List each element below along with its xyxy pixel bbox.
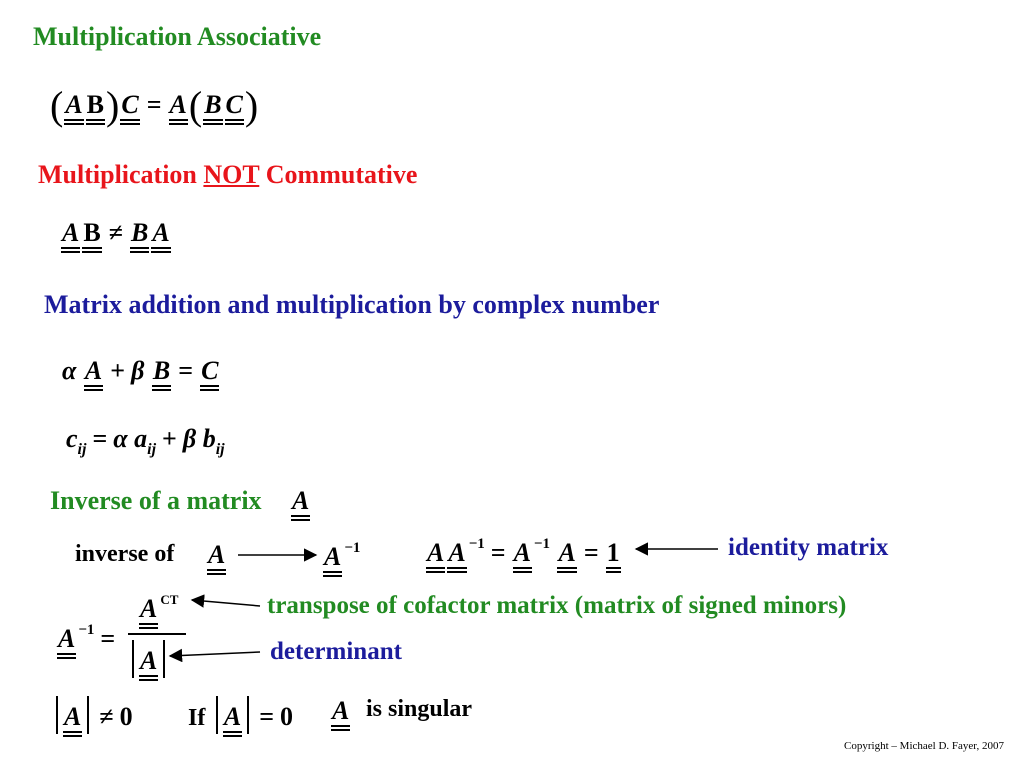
matrix-A: A — [427, 538, 445, 567]
label-determinant: determinant — [270, 638, 402, 665]
right-paren: ) — [106, 83, 120, 128]
superscript-ct: CT — [160, 592, 179, 607]
matrix-A: A — [65, 90, 83, 119]
element-c: c — [66, 424, 78, 453]
element-a: a — [134, 424, 148, 453]
matrix-B: B — [130, 218, 149, 247]
copyright-text: Copyright – Michael D. Fayer, 2007 — [844, 740, 1004, 752]
matrix-A: A — [64, 702, 82, 731]
zero: 0 — [280, 702, 294, 731]
heading-not-commutative-post: Commutative — [259, 160, 418, 189]
subscript-ij: ij — [215, 441, 225, 458]
identity-matrix-1: 1 — [606, 538, 620, 567]
zero: 0 — [119, 702, 133, 731]
subscript-ij: ij — [77, 441, 87, 458]
arrow-transpose — [192, 600, 260, 606]
alpha-symbol: α — [113, 424, 128, 453]
matrix-C: C — [121, 90, 139, 119]
label-transpose-cofactor: transpose of cofactor matrix (matrix of signed minors) — [267, 592, 847, 619]
not-equal-sign: ≠ — [108, 218, 123, 247]
superscript-minus-one: −1 — [78, 622, 95, 638]
matrix-A: A — [558, 538, 576, 567]
superscript-minus-one: −1 — [468, 536, 485, 552]
matrix-A: A — [332, 696, 350, 725]
equals-sign: = — [490, 538, 506, 567]
heading-addition: Matrix addition and multiplication by complex number — [44, 290, 660, 319]
matrix-A: A — [324, 542, 342, 571]
matrix-B: B — [152, 356, 171, 385]
equals-sign: = — [178, 356, 194, 385]
matrix-A: A — [169, 90, 187, 119]
matrix-A: A — [84, 356, 103, 385]
matrix-B: B — [204, 90, 222, 119]
matrix-A: A — [448, 538, 466, 567]
matrix-B: B — [83, 218, 101, 247]
matrix-C: C — [201, 356, 219, 385]
label-if: If — [188, 705, 206, 731]
heading-not-emphasis: NOT — [203, 160, 260, 189]
alpha-symbol: α — [62, 356, 77, 385]
plus-sign: + — [110, 356, 126, 385]
equals-sign: = — [259, 702, 275, 731]
matrix-A: A — [292, 486, 310, 515]
equals-sign: = — [100, 624, 116, 653]
matrix-A: A — [58, 624, 76, 653]
left-paren: ( — [188, 83, 203, 128]
heading-inverse-text: Inverse of a matrix — [50, 486, 262, 515]
equals-sign: = — [146, 90, 162, 119]
heading-not-commutative-pre: Multiplication — [38, 160, 204, 189]
label-identity-matrix: identity matrix — [728, 534, 889, 561]
right-paren: ) — [244, 83, 259, 128]
beta-symbol: β — [131, 356, 145, 385]
element-b: b — [202, 424, 216, 453]
left-paren: ( — [50, 83, 64, 128]
matrix-A: A — [140, 646, 158, 675]
matrix-A: A — [208, 540, 226, 569]
matrix-A: A — [513, 538, 531, 567]
not-equal-sign: ≠ — [99, 702, 114, 731]
label-inverse-of: inverse of — [75, 541, 175, 567]
arrow-determinant — [170, 652, 260, 656]
subscript-ij: ij — [147, 441, 157, 458]
beta-symbol: β — [182, 424, 197, 453]
plus-sign: + — [162, 424, 177, 453]
matrix-A: A — [62, 218, 80, 247]
superscript-minus-one: −1 — [344, 540, 361, 556]
superscript-minus-one: −1 — [533, 536, 550, 552]
heading-associative: Multiplication Associative — [33, 22, 322, 51]
label-is-singular: is singular — [366, 696, 473, 722]
matrix-A: A — [152, 218, 170, 247]
matrix-C: C — [225, 90, 243, 119]
equals-sign: = — [583, 538, 599, 567]
matrix-B: B — [86, 90, 105, 119]
matrix-A: A — [140, 594, 158, 623]
matrix-A: A — [223, 702, 242, 731]
equals-sign: = — [92, 424, 108, 453]
